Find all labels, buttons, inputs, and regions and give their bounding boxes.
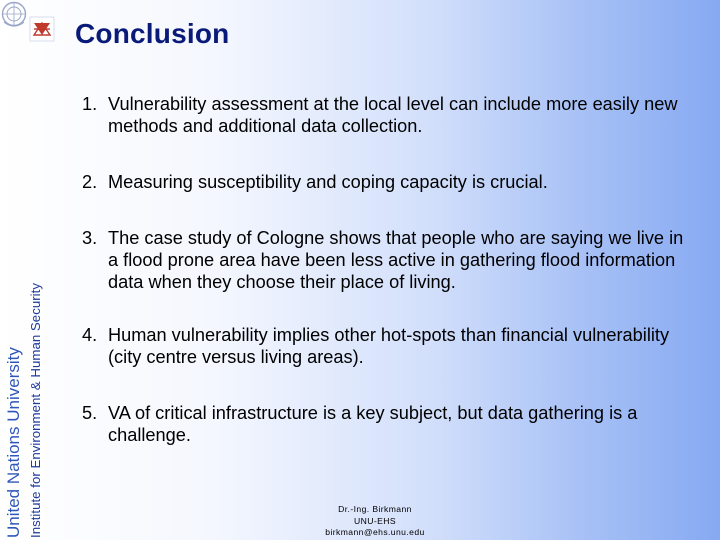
list-item	[82, 227, 692, 293]
sidebar-vertical-text	[0, 220, 60, 540]
item-number: 1.	[82, 94, 98, 114]
logo-graphics	[0, 0, 62, 48]
list-item	[82, 171, 692, 193]
list-item	[82, 324, 692, 368]
unu-logo-icon	[30, 17, 54, 41]
list-item	[82, 402, 692, 446]
slide-title: Conclusion	[75, 18, 230, 49]
sidebar-institute-name: Institute for Environment & Human Security	[28, 283, 43, 538]
item-text: Vulnerability assessment at the local level can include more easily new methods and additional data collection.	[108, 94, 678, 136]
presenter-credit	[300, 504, 450, 539]
item-number: 3.	[82, 228, 98, 248]
un-emblem-icon	[3, 3, 26, 27]
item-number: 5.	[82, 403, 98, 423]
item-text: VA of critical infrastructure is a key subject, but data gathering is a challenge.	[108, 403, 638, 445]
item-text: Measuring susceptibility and coping capacity is crucial.	[108, 172, 548, 192]
presenter-email: birkmann@ehs.unu.edu	[325, 527, 425, 537]
sidebar-university-name: United Nations University	[4, 347, 23, 538]
presenter-org: UNU-EHS	[354, 515, 396, 526]
item-text: The case study of Cologne shows that people who are saying we live in a flood prone area have been less active in gathering flood information data when they choose their place of living.	[108, 228, 684, 292]
item-number: 4.	[82, 325, 98, 345]
item-number: 2.	[82, 172, 98, 192]
presenter-name: Dr.-Ing. Birkmann	[338, 504, 412, 514]
list-item	[82, 93, 692, 137]
item-text: Human vulnerability implies other hot-spots than financial vulnerability (city centre versus living areas).	[108, 325, 670, 367]
conclusion-list	[82, 93, 692, 446]
logo-area	[0, 0, 62, 48]
